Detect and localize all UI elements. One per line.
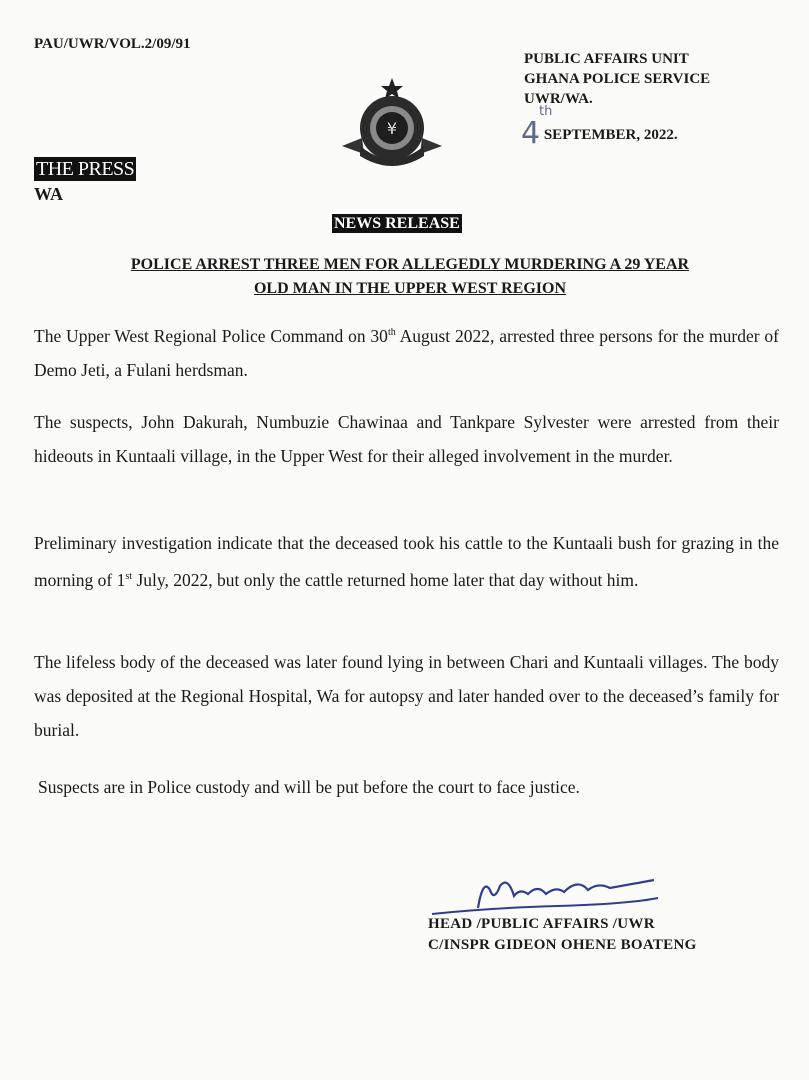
- paragraph-3-text-a: Preliminary investigation indicate that the deceased took his cattle to the Kuntaali bush for grazing in the morning of 1: [34, 533, 779, 590]
- date-day: 4: [521, 116, 541, 151]
- date-month-year: SEPTEMBER, 2022.: [543, 127, 678, 143]
- signatory-name: C/INSPR GIDEON OHENE BOATENG: [428, 937, 697, 953]
- paragraph-1-text-a: The Upper West Regional Police Command on 30: [34, 325, 388, 346]
- handwritten-signature-icon: [428, 868, 668, 918]
- reference-number: PAU/UWR/VOL.2/09/91: [34, 36, 191, 52]
- paragraph-4: The lifeless body of the deceased was later found lying in between Chari and Kuntaali villages. The body was deposited at the Regional Hospital, Wa for autopsy and later handed over to the deceased’s family for burial.: [34, 652, 779, 740]
- paragraph-5: Suspects are in Police custody and will be put before the court to face justice.: [38, 777, 580, 797]
- paragraph-1-sup: th: [387, 327, 396, 338]
- sender-unit: PUBLIC AFFAIRS UNIT: [524, 51, 689, 67]
- headline-line-1: POLICE ARREST THREE MEN FOR ALLEGEDLY MURDERING A 29 YEAR: [130, 256, 690, 273]
- ghana-police-logo-icon: [332, 76, 452, 172]
- document-date: [521, 104, 678, 151]
- date-suffix: th: [539, 104, 553, 119]
- headline-line-2: OLD MAN IN THE UPPER WEST REGION: [253, 280, 567, 297]
- paragraph-3-sup: st: [125, 571, 133, 582]
- sender-address: [524, 49, 710, 109]
- paragraph-3-text-b: July, 2022, but only the cattle returned home later that day without him.: [132, 569, 639, 590]
- signatory-title: HEAD /PUBLIC AFFAIRS /UWR: [428, 916, 655, 932]
- paragraph-1: [34, 316, 779, 387]
- recipient-press: THE PRESS: [36, 158, 135, 180]
- svg-text:¥: ¥: [386, 119, 398, 138]
- paragraph-2: The suspects, John Dakurah, Numbuzie Chawinaa and Tankpare Sylvester were arrested from their hideouts in Kuntaali village, in the Upper West for their alleged involvement in the murder.: [34, 412, 779, 466]
- paragraph-3: [34, 526, 779, 597]
- sender-service: GHANA POLICE SERVICE: [524, 71, 711, 87]
- recipient-location: WA: [34, 184, 64, 204]
- sender-location: UWR/WA.: [524, 91, 593, 107]
- headline: [40, 253, 780, 301]
- paragraph-1-text-b: August 2022, arrested three persons for the murder of Demo Jeti, a Fulani herdsman.: [34, 325, 779, 380]
- news-release-label: NEWS RELEASE: [334, 215, 460, 232]
